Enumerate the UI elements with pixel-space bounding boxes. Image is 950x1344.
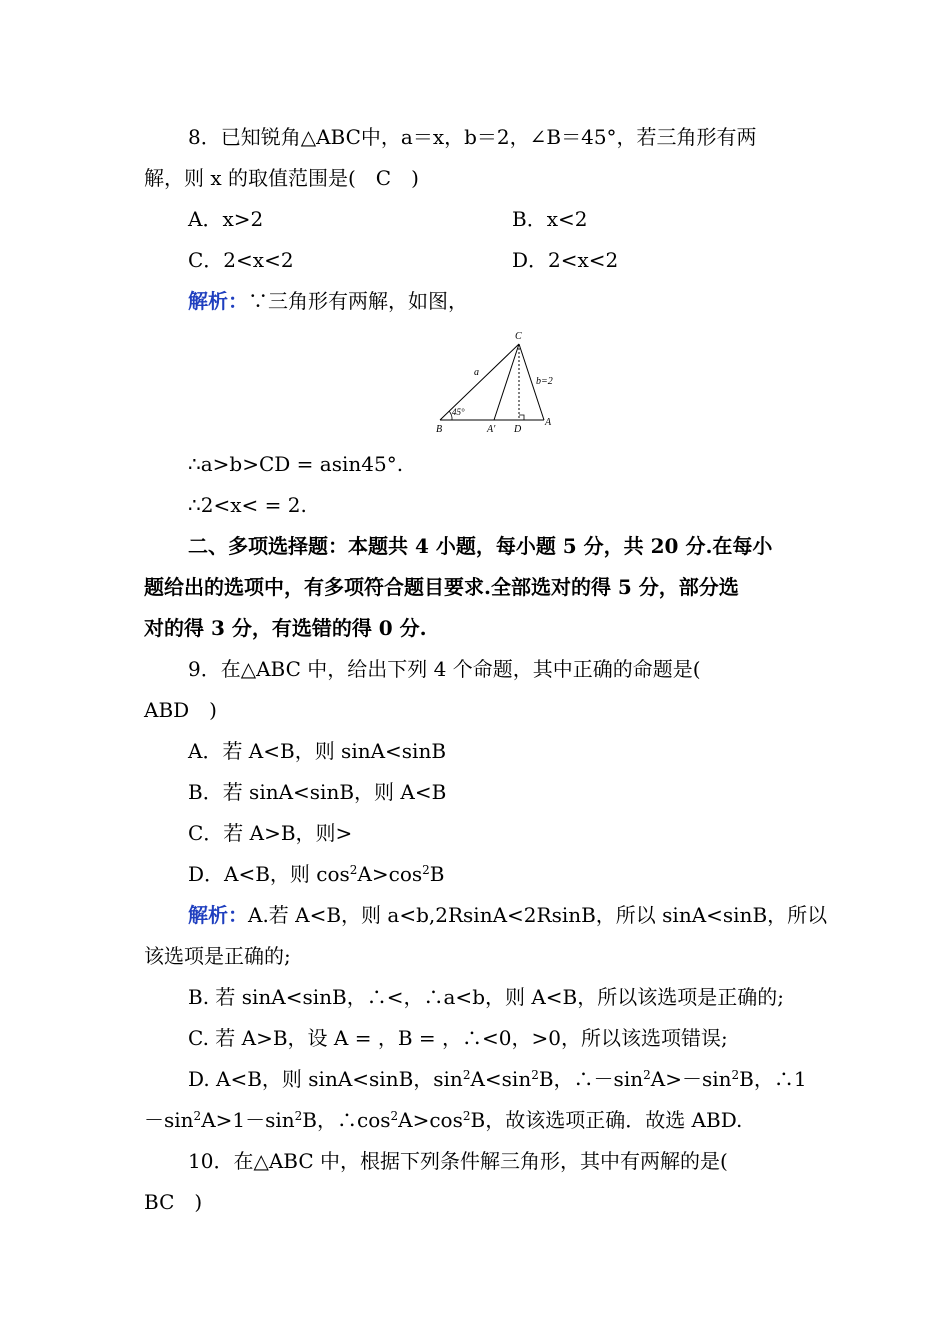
superscript: 2: [462, 1068, 471, 1082]
text-span: B，∴cos: [302, 1108, 391, 1132]
q9-stem-line2: ABD ): [144, 698, 217, 722]
label-angle-45: 45°: [452, 407, 465, 417]
q10-stem-line1: 10．在△ABC 中，根据下列条件解三角形，其中有两解的是(: [188, 1149, 728, 1173]
text-span: －sin: [144, 1108, 194, 1132]
q8-step1: ∴a>b>CD = asin45°.: [188, 452, 404, 476]
label-b: B: [436, 424, 443, 434]
q9-analysis-c: C. 若 A>B，设 A = ，B = ，∴<0，>0，所以该选项错误;: [188, 1026, 728, 1050]
q8-option-a: A．x>2: [188, 207, 264, 231]
q8-option-b: B．x<2: [512, 207, 588, 231]
section2-line1: 二、多项选择题：本题共 4 小题，每小题 5 分，共 20 分.在每小: [188, 534, 773, 558]
label-side-b: b=2: [536, 376, 553, 387]
section2-line2: 题给出的选项中，有多项符合题目要求.全部选对的得 5 分，部分选: [144, 575, 739, 599]
label-a-prime: A′: [487, 424, 496, 434]
text-span: B，∴1: [739, 1067, 807, 1091]
superscript: 2: [193, 1109, 202, 1123]
text-span: D. A<B，则 sinA<sinB，sin: [188, 1067, 463, 1091]
superscript: 2: [462, 1109, 471, 1123]
superscript: 2: [531, 1068, 539, 1082]
label-side-a: a: [474, 367, 479, 378]
text-span: B，∴－sin: [538, 1067, 644, 1091]
q8-step2: ∴2<x< = 2.: [188, 493, 307, 517]
q9-analysis-d-line1: [188, 1066, 807, 1092]
analysis-label: 解析：: [188, 903, 248, 927]
text-span: A>cos: [357, 862, 423, 886]
text-span: A>－sin: [650, 1067, 732, 1091]
q9-analysis-a-line2: 该选项是正确的;: [144, 944, 291, 968]
analysis-label: 解析：: [188, 289, 248, 313]
superscript: 2: [390, 1109, 399, 1123]
superscript: 2: [422, 863, 430, 877]
analysis-text: ∵三角形有两解，如图，: [248, 289, 468, 313]
q9-stem-line1: 9．在△ABC 中，给出下列 4 个命题，其中正确的命题是(: [188, 657, 701, 681]
label-c: C: [515, 331, 522, 342]
text-span: A>cos: [398, 1108, 463, 1132]
label-d: D: [514, 424, 522, 434]
q9-option-c: C．若 A>B，则>: [188, 821, 353, 845]
q9-analysis-d-line2: [144, 1107, 742, 1133]
q9-analysis-a-line1: [188, 902, 827, 928]
q8-analysis: [188, 288, 468, 314]
q8-option-c: C．2<x<2: [188, 248, 294, 272]
section2-line3: 对的得 3 分，有选错的得 0 分.: [144, 616, 427, 640]
text-span: A>1－sin: [201, 1108, 295, 1132]
q8-stem-line1: 8．已知锐角△ABC中，a＝x，b＝2，∠B＝45°，若三角形有两: [188, 125, 757, 149]
label-a: A: [545, 417, 552, 428]
text-span: A<sin: [470, 1067, 532, 1091]
triangle-figure: [430, 328, 560, 434]
text-span: B: [429, 862, 445, 886]
q8-option-d: D．2<x<2: [512, 248, 619, 272]
superscript: 2: [294, 1109, 303, 1123]
q9-analysis-b: B. 若 sinA<sinB，∴<，∴a<b，则 A<B，所以该选项是正确的;: [188, 985, 784, 1009]
superscript: 2: [643, 1068, 651, 1082]
text-span: D．A<B，则 cos: [188, 862, 350, 886]
superscript: 2: [349, 863, 358, 877]
q10-stem-line2: BC ): [144, 1190, 203, 1214]
analysis-text: A.若 A<B，则 a<b,2RsinA<2RsinB，所以 sinA<sinB，所以: [248, 903, 828, 927]
q9-option-a: A．若 A<B，则 sinA<sinB: [188, 739, 447, 763]
superscript: 2: [731, 1068, 740, 1082]
text-span: B，故该选项正确．故选 ABD.: [470, 1108, 743, 1132]
q9-option-d: [188, 861, 445, 887]
q9-option-b: B．若 sinA<sinB，则 A<B: [188, 780, 447, 804]
q8-stem-line2: 解，则 x 的取值范围是( C ): [144, 166, 419, 190]
